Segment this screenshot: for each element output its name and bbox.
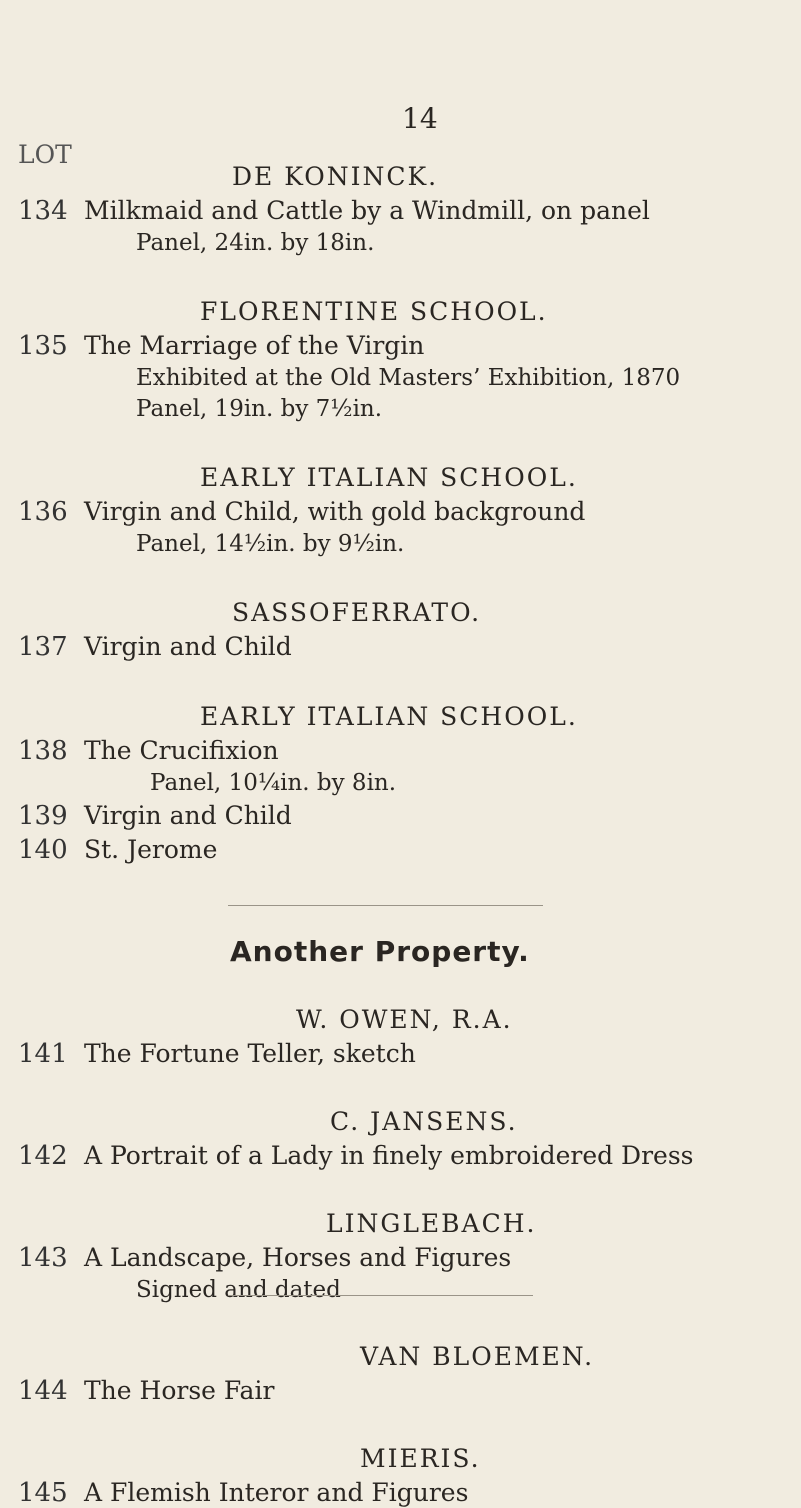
lot-detail: Panel, 19in. by 7½in.	[136, 396, 383, 422]
lot-title: Milkmaid and Cattle by a Windmill, on panel	[84, 196, 650, 225]
lot-title: A Portrait of a Lady in finely embroidered Dress	[84, 1141, 694, 1170]
lot-detail: Signed and dated	[136, 1277, 341, 1303]
page-number: 14	[402, 102, 438, 135]
artist-name: FLORENTINE SCHOOL.	[200, 297, 548, 326]
lot-number: 145	[18, 1478, 68, 1508]
lot-number: 141	[18, 1039, 68, 1069]
lot-title: St. Jerome	[84, 835, 218, 864]
lot-number: 140	[18, 835, 68, 865]
lot-title: The Horse Fair	[84, 1376, 275, 1405]
lot-number: 143	[18, 1243, 68, 1273]
lot-column-header: LOT	[18, 140, 72, 169]
lot-number: 144	[18, 1376, 68, 1406]
lot-detail: Panel, 14½in. by 9½in.	[136, 531, 405, 557]
artist-name: VAN BLOEMEN.	[360, 1342, 595, 1371]
lot-title: Virgin and Child	[84, 801, 292, 830]
lot-number: 139	[18, 801, 68, 831]
artist-name: MIERIS.	[360, 1444, 481, 1473]
lot-number: 138	[18, 736, 68, 766]
section-divider	[228, 1295, 533, 1296]
lot-number: 136	[18, 497, 68, 527]
artist-name: LINGLEBACH.	[326, 1209, 537, 1238]
lot-detail: Exhibited at the Old Masters’ Exhibition, 1870	[136, 365, 681, 391]
lot-detail: Panel, 10¼in. by 8in.	[150, 770, 397, 796]
artist-name: C. JANSENS.	[330, 1107, 518, 1136]
artist-name: EARLY ITALIAN SCHOOL.	[200, 463, 578, 492]
artist-name: SASSOFERRATO.	[232, 598, 482, 627]
lot-title: The Crucifixion	[84, 736, 279, 765]
artist-name: DE KONINCK.	[232, 162, 439, 191]
lot-number: 142	[18, 1141, 68, 1171]
lot-title: A Flemish Interor and Figures	[84, 1478, 469, 1507]
lot-title: The Marriage of the Virgin	[84, 331, 425, 360]
lot-title: A Landscape, Horses and Figures	[84, 1243, 512, 1272]
lot-number: 134	[18, 196, 68, 226]
section-divider	[228, 905, 543, 906]
artist-name: EARLY ITALIAN SCHOOL.	[200, 702, 578, 731]
lot-number: 135	[18, 331, 68, 361]
lot-title: Virgin and Child	[84, 632, 292, 661]
section-heading: Another Property.	[230, 935, 530, 968]
lot-title: The Fortune Teller, sketch	[84, 1039, 416, 1068]
artist-name: W. OWEN, R.A.	[296, 1005, 513, 1034]
lot-detail: Panel, 24in. by 18in.	[136, 230, 375, 256]
lot-title: Virgin and Child, with gold background	[84, 497, 586, 526]
lot-number: 137	[18, 632, 68, 662]
